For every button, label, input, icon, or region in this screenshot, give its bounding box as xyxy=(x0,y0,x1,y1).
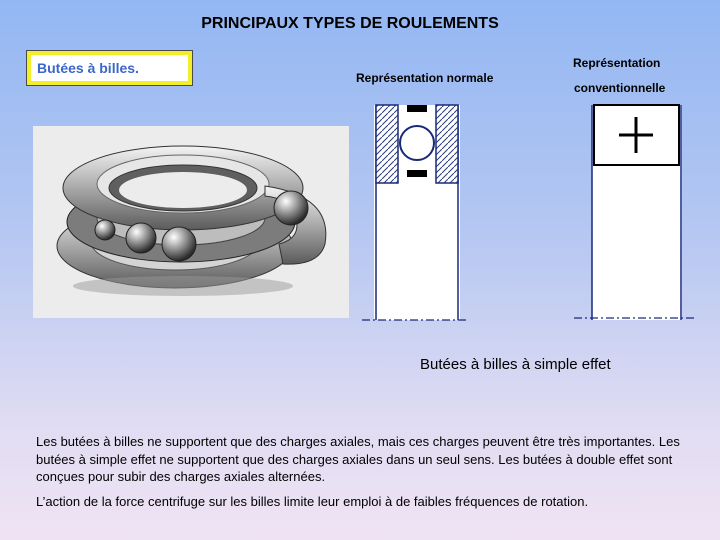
bearing-drawings xyxy=(358,95,698,330)
centrifugal-force-note: L’action de la force centrifuge sur les billes limite leur emploi à de faibles fréquences de rotation. xyxy=(36,494,589,509)
conventional-representation-label-line2: conventionnelle xyxy=(574,81,666,95)
conventional-representation-label-line1: Représentation xyxy=(573,56,661,70)
page-title: PRINCIPAUX TYPES DE ROULEMENTS xyxy=(201,15,499,32)
bearing-type-text: Butées à billes. xyxy=(37,60,139,76)
normal-representation-label: Représentation normale xyxy=(356,71,494,85)
description-paragraph: Les butées à billes ne supportent que des charges axiales, mais ces charges peuvent être très importantes. Les butées à simple effet ne supportent que des charges axiales dans un seul sens. Les butées à double effet sont conçues pour subir des charges axiales alternées. xyxy=(36,434,680,484)
bearing-type-label xyxy=(27,51,192,85)
figure-caption: Butées à billes à simple effet xyxy=(420,356,611,373)
thrust-bearing-photo xyxy=(33,126,349,318)
